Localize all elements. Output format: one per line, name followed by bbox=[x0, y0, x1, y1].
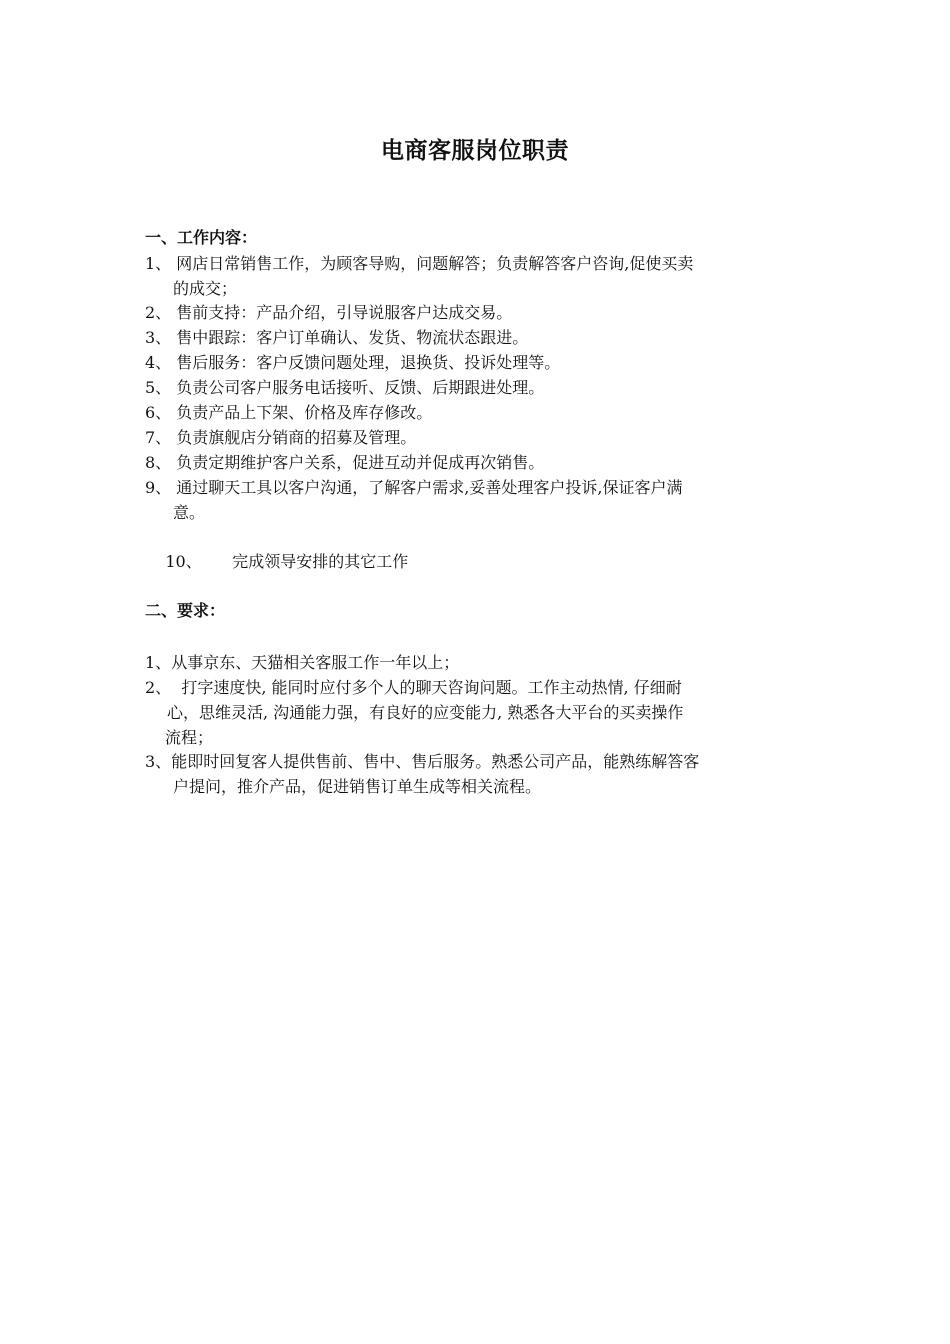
item-text-continued: 的成交； bbox=[173, 279, 238, 298]
item-text: 售后服务：客户反馈问题处理，退换货、投诉处理等。 bbox=[171, 353, 561, 372]
item-number: 6、 bbox=[145, 403, 172, 422]
item-text: 从事京东、天猫相关客服工作一年以上； bbox=[171, 653, 460, 672]
item-text: 网店日常销售工作，为顾客导购，问题解答；负责解答客户咨询,促使买卖 bbox=[171, 254, 694, 273]
list-item bbox=[145, 475, 815, 525]
item-number: 10、 bbox=[165, 552, 202, 571]
list-item bbox=[145, 524, 815, 599]
item-number: 7、 bbox=[145, 428, 172, 447]
item-number: 1、 bbox=[145, 254, 172, 273]
list-item bbox=[145, 425, 815, 450]
item-number: 3、 bbox=[145, 328, 172, 347]
item-text-continued: 流程； bbox=[165, 728, 214, 747]
list-item bbox=[145, 325, 815, 350]
list-item bbox=[145, 450, 815, 475]
item-number: 2、 bbox=[145, 303, 172, 322]
item-number: 8、 bbox=[145, 453, 172, 472]
item-number: 4、 bbox=[145, 353, 172, 372]
item-text-continued: 意。 bbox=[173, 503, 206, 522]
section-heading-requirements: 二、要求： bbox=[145, 601, 226, 620]
item-text: 售中跟踪：客户订单确认、发货、物流状态跟进。 bbox=[171, 328, 529, 347]
item-text: 负责定期维护客户关系，促进互动并促成再次销售。 bbox=[171, 453, 545, 472]
list-item bbox=[145, 650, 815, 675]
list-item bbox=[145, 251, 815, 301]
item-text: 负责公司客户服务电话接听、反馈、后期跟进处理。 bbox=[171, 378, 545, 397]
item-text: 能即时回复客人提供售前、售中、售后服务。熟悉公司产品，能熟练解答客 bbox=[171, 752, 700, 771]
item-number: 9、 bbox=[145, 478, 172, 497]
item-text-continued: 心，思维灵活, 沟通能力强，有良好的应变能力, 熟悉各大平台的买卖操作 bbox=[167, 703, 684, 722]
item-text: 负责旗舰店分销商的招募及管理。 bbox=[171, 428, 417, 447]
item-text: 售前支持：产品介绍，引导说服客户达成交易。 bbox=[171, 303, 513, 322]
list-item bbox=[145, 400, 815, 425]
list-item bbox=[145, 749, 815, 799]
item-text: 完成领导安排的其它工作 bbox=[201, 552, 409, 571]
section-heading-work-content: 一、工作内容： bbox=[145, 228, 258, 247]
item-text: 负责产品上下架、价格及库存修改。 bbox=[171, 403, 433, 422]
list-item bbox=[145, 675, 815, 750]
item-number: 3、 bbox=[145, 752, 172, 771]
item-text: 打字速度快, 能同时应付多个人的聊天咨询问题。工作主动热情, 仔细耐 bbox=[171, 678, 682, 697]
item-number: 1、 bbox=[145, 653, 172, 672]
item-number: 5、 bbox=[145, 378, 172, 397]
list-item bbox=[145, 300, 815, 325]
list-item bbox=[145, 375, 815, 400]
document-title: 电商客服岗位职责 bbox=[381, 138, 569, 164]
item-text-continued: 户提问，推介产品，促进销售订单生成等相关流程。 bbox=[173, 777, 542, 796]
list-item bbox=[145, 350, 815, 375]
item-text: 通过聊天工具以客户沟通，了解客户需求,妥善处理客户投诉,保证客户满 bbox=[171, 478, 683, 497]
item-number: 2、 bbox=[145, 678, 172, 697]
